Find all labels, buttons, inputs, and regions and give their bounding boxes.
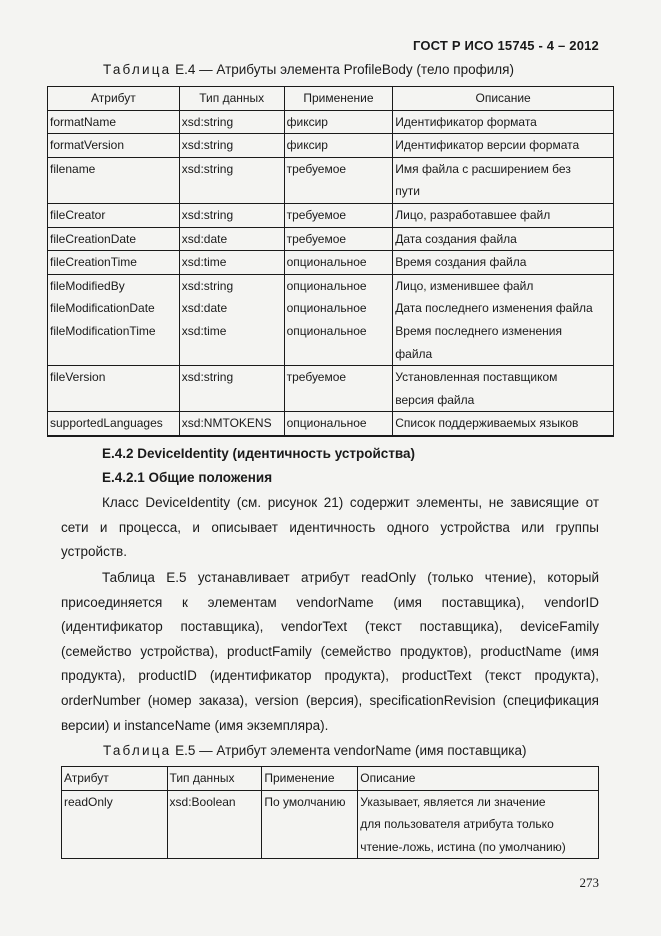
description-cell xyxy=(393,110,614,134)
table-e5-caption xyxy=(103,743,526,758)
datatype-cell xyxy=(179,274,284,365)
cell-line: xsd:time xyxy=(181,255,227,270)
cell-line: чтение-ложь, истина (по умолчанию) xyxy=(360,839,566,854)
description-cell xyxy=(393,157,614,203)
cell-line: xsd:string xyxy=(181,114,234,129)
column-header: Тип данных xyxy=(167,767,262,791)
cell-line: xsd:NMTOKENS xyxy=(181,416,272,431)
cell-line: fileModificationDate xyxy=(50,301,155,316)
description-cell xyxy=(393,203,614,227)
cell-line: xsd:string xyxy=(181,138,234,153)
cell-line: опциональное xyxy=(286,301,367,316)
description-cell xyxy=(393,274,614,365)
attribute-cell xyxy=(48,227,180,251)
datatype-cell xyxy=(179,157,284,203)
cell-line: требуемое xyxy=(286,370,347,385)
cell-line: fileModifiedBy xyxy=(50,278,125,293)
datatype-cell xyxy=(167,790,262,859)
cell-line: Имя файла с расширением без xyxy=(395,161,571,176)
cell-line: Идентификатор версии формата xyxy=(395,138,580,153)
datatype-cell xyxy=(179,412,284,436)
cell-line: Время последнего изменения xyxy=(395,323,562,338)
cell-line: Дата создания файла xyxy=(395,231,517,246)
cell-line: требуемое xyxy=(286,231,347,246)
description-cell xyxy=(393,412,614,436)
cell-line: Лицо, разработавшее файл xyxy=(395,207,551,222)
cell-line: опциональное xyxy=(286,278,367,293)
description-cell xyxy=(393,134,614,158)
paragraph-2: Таблица Е.5 устанавливает атрибут readOnly (только чтение), который присоединяется к элементам vendorName (имя поставщика), vendorID (идентификатор поставщика), vendorText (текст поставщика), deviceFamily (семейство устройства), productFamily (семейство продуктов), productName (имя продукта), productID (идентификатор продукта), productText (текст продукта), orderNumber (номер заказа), version (версия), specificationRevision (спецификация версии) и instanceName (имя экземпляра). xyxy=(61,570,599,733)
cell-line: опциональное xyxy=(286,323,367,338)
cell-line: Идентификатор формата xyxy=(395,114,537,129)
table-row xyxy=(48,251,614,275)
cell-line: fileCreator xyxy=(50,207,106,222)
table-row xyxy=(62,790,599,859)
datatype-cell xyxy=(179,251,284,275)
cell-line: Указывает, является ли значение xyxy=(360,794,546,809)
table-e4-body xyxy=(48,110,614,436)
cell-line: xsd:time xyxy=(181,323,227,338)
attribute-cell xyxy=(62,790,168,859)
cell-line: опциональное xyxy=(286,416,367,431)
caption-prefix: Таблица xyxy=(103,62,172,77)
datatype-cell xyxy=(179,110,284,134)
cell-line: версия файла xyxy=(395,392,475,407)
attribute-cell xyxy=(48,366,180,412)
column-header: Тип данных xyxy=(179,87,284,111)
table-row xyxy=(48,157,614,203)
cell-line: xsd:string xyxy=(181,370,234,385)
cell-line: xsd:date xyxy=(181,301,228,316)
cell-line: Лицо, изменившее файл xyxy=(395,278,534,293)
cell-line: fileVersion xyxy=(50,370,106,385)
cell-line: требуемое xyxy=(286,161,347,176)
cell-line: fileCreationTime xyxy=(50,255,137,270)
section-heading: Е.4.2 DeviceIdentity (идентичность устройства) xyxy=(102,446,416,461)
attribute-cell xyxy=(48,274,180,365)
subsection-heading: Е.4.2.1 Общие положения xyxy=(102,470,273,485)
usage-cell xyxy=(284,134,393,158)
cell-line: formatName xyxy=(50,114,117,129)
table-header-row xyxy=(48,87,614,111)
cell-line: файла xyxy=(395,346,433,361)
usage-cell xyxy=(284,157,393,203)
table-e5 xyxy=(61,766,599,859)
page-number: 273 xyxy=(579,875,599,890)
description-cell xyxy=(393,251,614,275)
usage-cell xyxy=(284,227,393,251)
cell-line: фиксир xyxy=(286,138,328,153)
table-e4 xyxy=(47,86,614,437)
column-header: Описание xyxy=(358,767,599,791)
cell-line: supportedLanguages xyxy=(50,416,163,431)
table-header-row xyxy=(62,767,599,791)
cell-line: fileModificationTime xyxy=(50,323,156,338)
usage-cell xyxy=(284,366,393,412)
attribute-cell xyxy=(48,157,180,203)
datatype-cell xyxy=(179,366,284,412)
cell-line: По умолчанию xyxy=(264,794,346,809)
column-header: Атрибут xyxy=(48,87,180,111)
cell-line: требуемое xyxy=(286,207,347,222)
usage-cell xyxy=(284,110,393,134)
table-e5-body xyxy=(62,790,599,859)
table-row xyxy=(48,412,614,436)
table-row xyxy=(48,227,614,251)
caption-prefix: Таблица xyxy=(103,743,172,758)
cell-line: xsd:string xyxy=(181,207,234,222)
column-header: Описание xyxy=(393,87,614,111)
standard-header: ГОСТ Р ИСО 15745 - 4 – 2012 xyxy=(412,38,599,53)
usage-cell xyxy=(284,412,393,436)
description-cell xyxy=(393,227,614,251)
cell-line: xsd:date xyxy=(181,231,228,246)
datatype-cell xyxy=(179,227,284,251)
description-cell xyxy=(358,790,599,859)
usage-cell xyxy=(284,203,393,227)
column-header: Применение xyxy=(262,767,358,791)
cell-line: readOnly xyxy=(64,794,113,809)
usage-cell xyxy=(284,251,393,275)
cell-line: formatVersion xyxy=(50,138,125,153)
cell-line: пути xyxy=(395,184,420,199)
datatype-cell xyxy=(179,203,284,227)
attribute-cell xyxy=(48,134,180,158)
attribute-cell xyxy=(48,251,180,275)
table-row xyxy=(48,366,614,412)
cell-line: xsd:Boolean xyxy=(169,794,236,809)
datatype-cell xyxy=(179,134,284,158)
cell-line: Список поддерживаемых языков xyxy=(395,416,579,431)
usage-cell xyxy=(262,790,358,859)
caption-text: Е.5 — Атрибут элемента vendorName (имя поставщика) xyxy=(171,743,527,758)
usage-cell xyxy=(284,274,393,365)
cell-line: xsd:string xyxy=(181,278,234,293)
table-row xyxy=(48,203,614,227)
attribute-cell xyxy=(48,110,180,134)
cell-line: xsd:string xyxy=(181,161,234,176)
caption-text: Е.4 — Атрибуты элемента ProfileBody (тело профиля) xyxy=(171,62,514,77)
table-row xyxy=(48,134,614,158)
attribute-cell xyxy=(48,412,180,436)
cell-line: filename xyxy=(50,161,96,176)
paragraph-1: Класс DeviceIdentity (см. рисунок 21) содержит элементы, не зависящие от сети и процесса, и описывает идентичность одного устройства или группы устройств. xyxy=(61,495,599,560)
table-row xyxy=(48,274,614,365)
table-e4-caption xyxy=(103,62,514,77)
description-cell xyxy=(393,366,614,412)
column-header: Атрибут xyxy=(62,767,168,791)
attribute-cell xyxy=(48,203,180,227)
cell-line: фиксир xyxy=(286,114,328,129)
cell-line: Дата последнего изменения файла xyxy=(395,301,593,316)
table-row xyxy=(48,110,614,134)
cell-line: Установленная поставщиком xyxy=(395,370,558,385)
cell-line: для пользователя атрибута только xyxy=(360,817,554,832)
cell-line: fileCreationDate xyxy=(50,231,137,246)
cell-line: опциональное xyxy=(286,255,367,270)
column-header: Применение xyxy=(284,87,393,111)
cell-line: Время создания файла xyxy=(395,255,527,270)
